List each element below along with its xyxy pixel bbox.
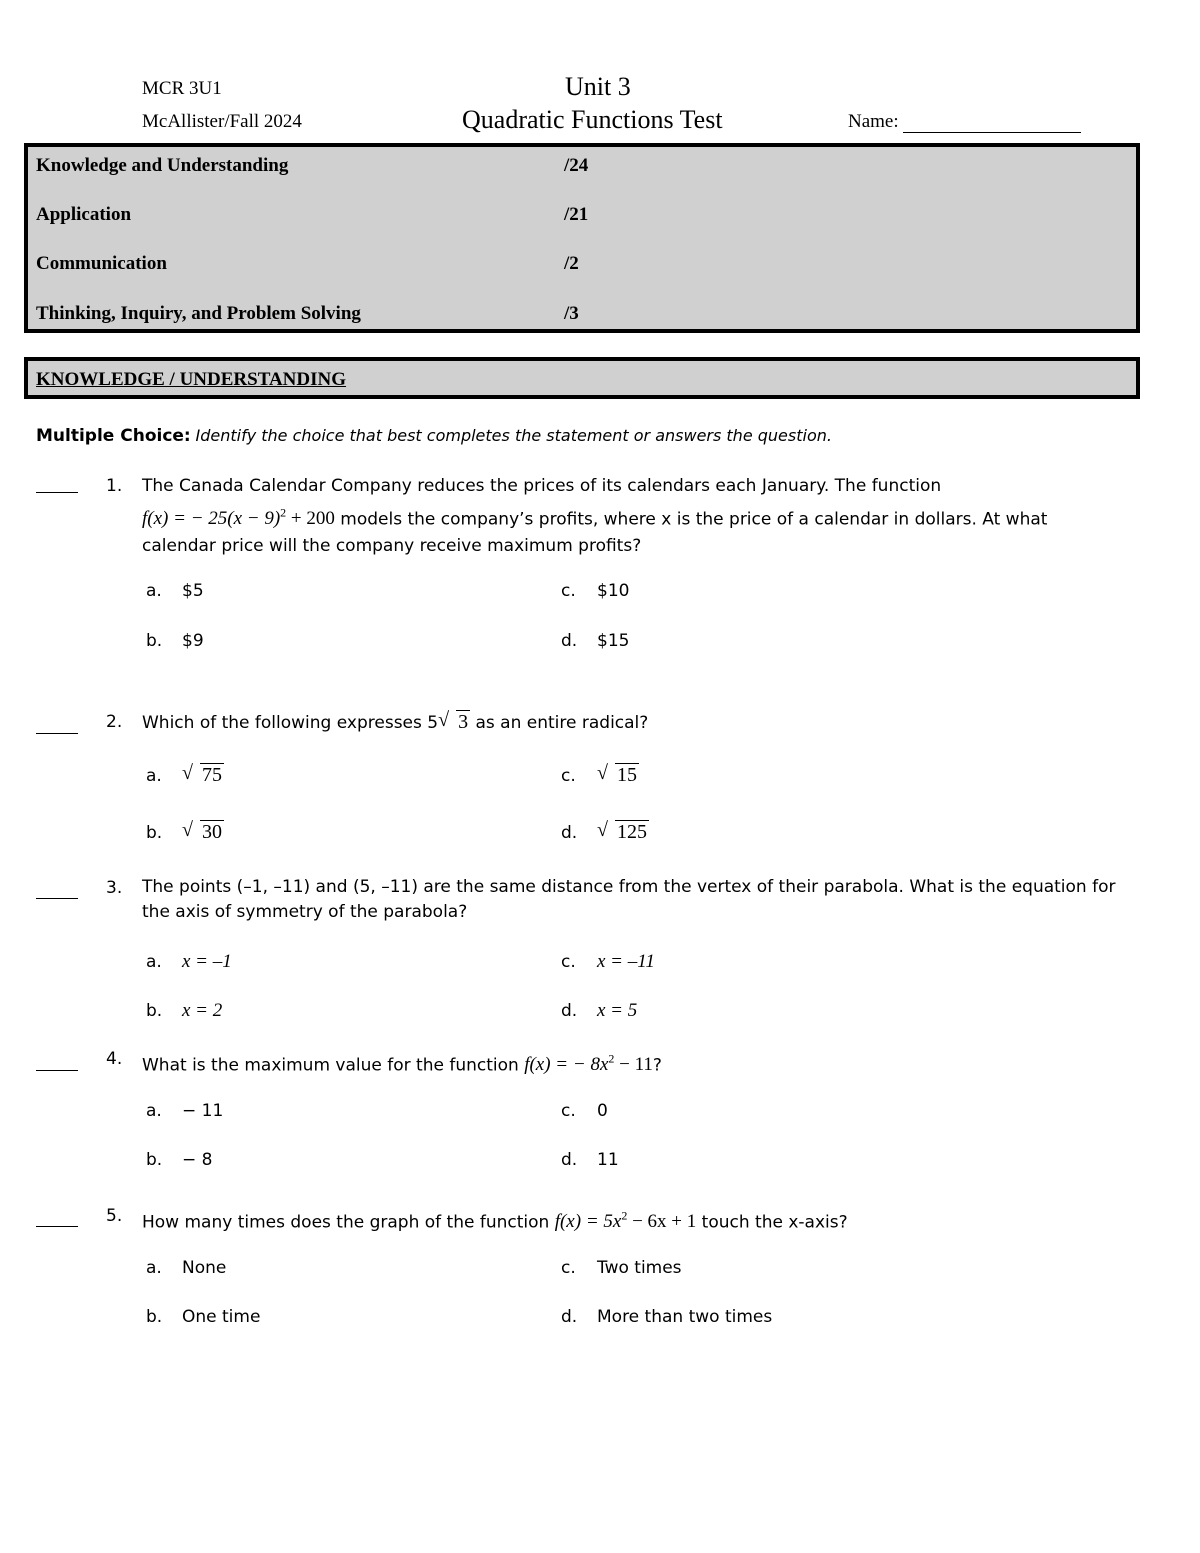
choice-c[interactable]: c. 0 [561, 1101, 608, 1121]
instruction-text: Identify the choice that best completes the statement or answers the question. [195, 426, 832, 445]
choice-a[interactable]: a. $5 [146, 581, 204, 601]
teacher-term: McAllister/Fall 2024 [142, 111, 302, 132]
choice-c[interactable]: c. x = –11 [561, 951, 655, 972]
score-category: Thinking, Inquiry, and Problem Solving [36, 303, 361, 324]
question-4-text: What is the maximum value for the function f(x) = − $8x^2 - 11$? [142, 1052, 662, 1076]
radical-expression: √ 3 [438, 709, 469, 733]
answer-blank-5[interactable] [36, 1225, 78, 1227]
choice-a[interactable]: a. x = –1 [146, 951, 232, 972]
question-3-text [142, 875, 1132, 925]
name-blank[interactable] [903, 114, 1081, 133]
choice-d[interactable]: d. x = 5 [561, 1000, 638, 1021]
name-field [848, 111, 1081, 133]
choice-b[interactable]: b. One time [146, 1307, 261, 1327]
question-number: 3. [106, 878, 123, 898]
choice-a[interactable]: a. None [146, 1258, 227, 1278]
answer-blank-2[interactable] [36, 732, 78, 734]
function-expression: $f(x) = 5x^2 - 6x + 1$ [554, 1209, 697, 1233]
choice-a[interactable]: a. √ 75 [146, 762, 222, 786]
score-value: /24 [564, 155, 589, 176]
choice-b[interactable]: b. $9 [146, 631, 204, 651]
section-header-box [24, 357, 1140, 399]
test-title: Quadratic Functions Test [462, 105, 723, 134]
choice-b[interactable]: b. √ 30 [146, 819, 222, 843]
function-expression: f(x) = − $8x^2 - 11$ [524, 1052, 653, 1076]
score-category: Application [36, 204, 132, 225]
choice-b[interactable]: b. x = 2 [146, 1000, 223, 1021]
score-value: /3 [564, 303, 579, 324]
score-value: /21 [564, 204, 589, 225]
choice-c[interactable]: c. $10 [561, 581, 630, 601]
question-5-text: How many times does the graph of the function $f(x) = 5x^2 - 6x + 1$ touch the x-axis? [142, 1209, 848, 1233]
answer-blank-1[interactable] [36, 491, 78, 493]
choice-b[interactable]: b. − 8 [146, 1150, 213, 1170]
choice-c[interactable]: c. Two times [561, 1258, 682, 1278]
instruction-label: Multiple Choice: [36, 426, 191, 446]
answer-blank-3[interactable] [36, 897, 78, 899]
instructions [36, 425, 832, 447]
question-line: the axis of symmetry of the parabola? [142, 902, 468, 922]
choice-a[interactable]: a. − 11 [146, 1101, 224, 1121]
question-number: 4. [106, 1049, 123, 1069]
score-value: /2 [564, 253, 579, 274]
question-2-text: Which of the following expresses 5 √ 3 as an entire radical? [142, 709, 1132, 737]
choice-d[interactable]: d. √ 125 [561, 819, 647, 843]
question-line: The Canada Calendar Company reduces the prices of its calendars each January. The function [142, 476, 942, 496]
score-category: Knowledge and Understanding [36, 155, 289, 176]
question-line: f(x) = − $25(x - 9)^2 + 200$ models the company’s profits, where x is the price of a calendar in dollars. At what [142, 506, 1048, 530]
section-title: KNOWLEDGE / UNDERSTANDING [36, 369, 347, 390]
score-summary-box [24, 143, 1140, 333]
question-number: 5. [106, 1206, 123, 1226]
question-line: The points (–1, –11) and (5, –11) are the same distance from the vertex of their parabola. What is the equation for [142, 877, 1116, 897]
question-line: calendar price will the company receive maximum profits? [142, 536, 642, 557]
choice-d[interactable]: d. 11 [561, 1150, 619, 1170]
question-number: 2. [106, 712, 123, 732]
function-expression: f(x) = − $25(x - 9)^2 + 200$ [142, 506, 335, 530]
score-category: Communication [36, 253, 167, 274]
choice-d[interactable]: d. More than two times [561, 1307, 773, 1327]
course-code: MCR 3U1 [142, 78, 222, 99]
choice-d[interactable]: d. $15 [561, 631, 630, 651]
question-number: 1. [106, 476, 123, 496]
answer-blank-4[interactable] [36, 1069, 78, 1071]
choice-c[interactable]: c. √ 15 [561, 762, 637, 786]
question-1-text [142, 473, 1132, 560]
unit-label: Unit 3 [565, 72, 631, 101]
name-label: Name: [848, 111, 899, 132]
